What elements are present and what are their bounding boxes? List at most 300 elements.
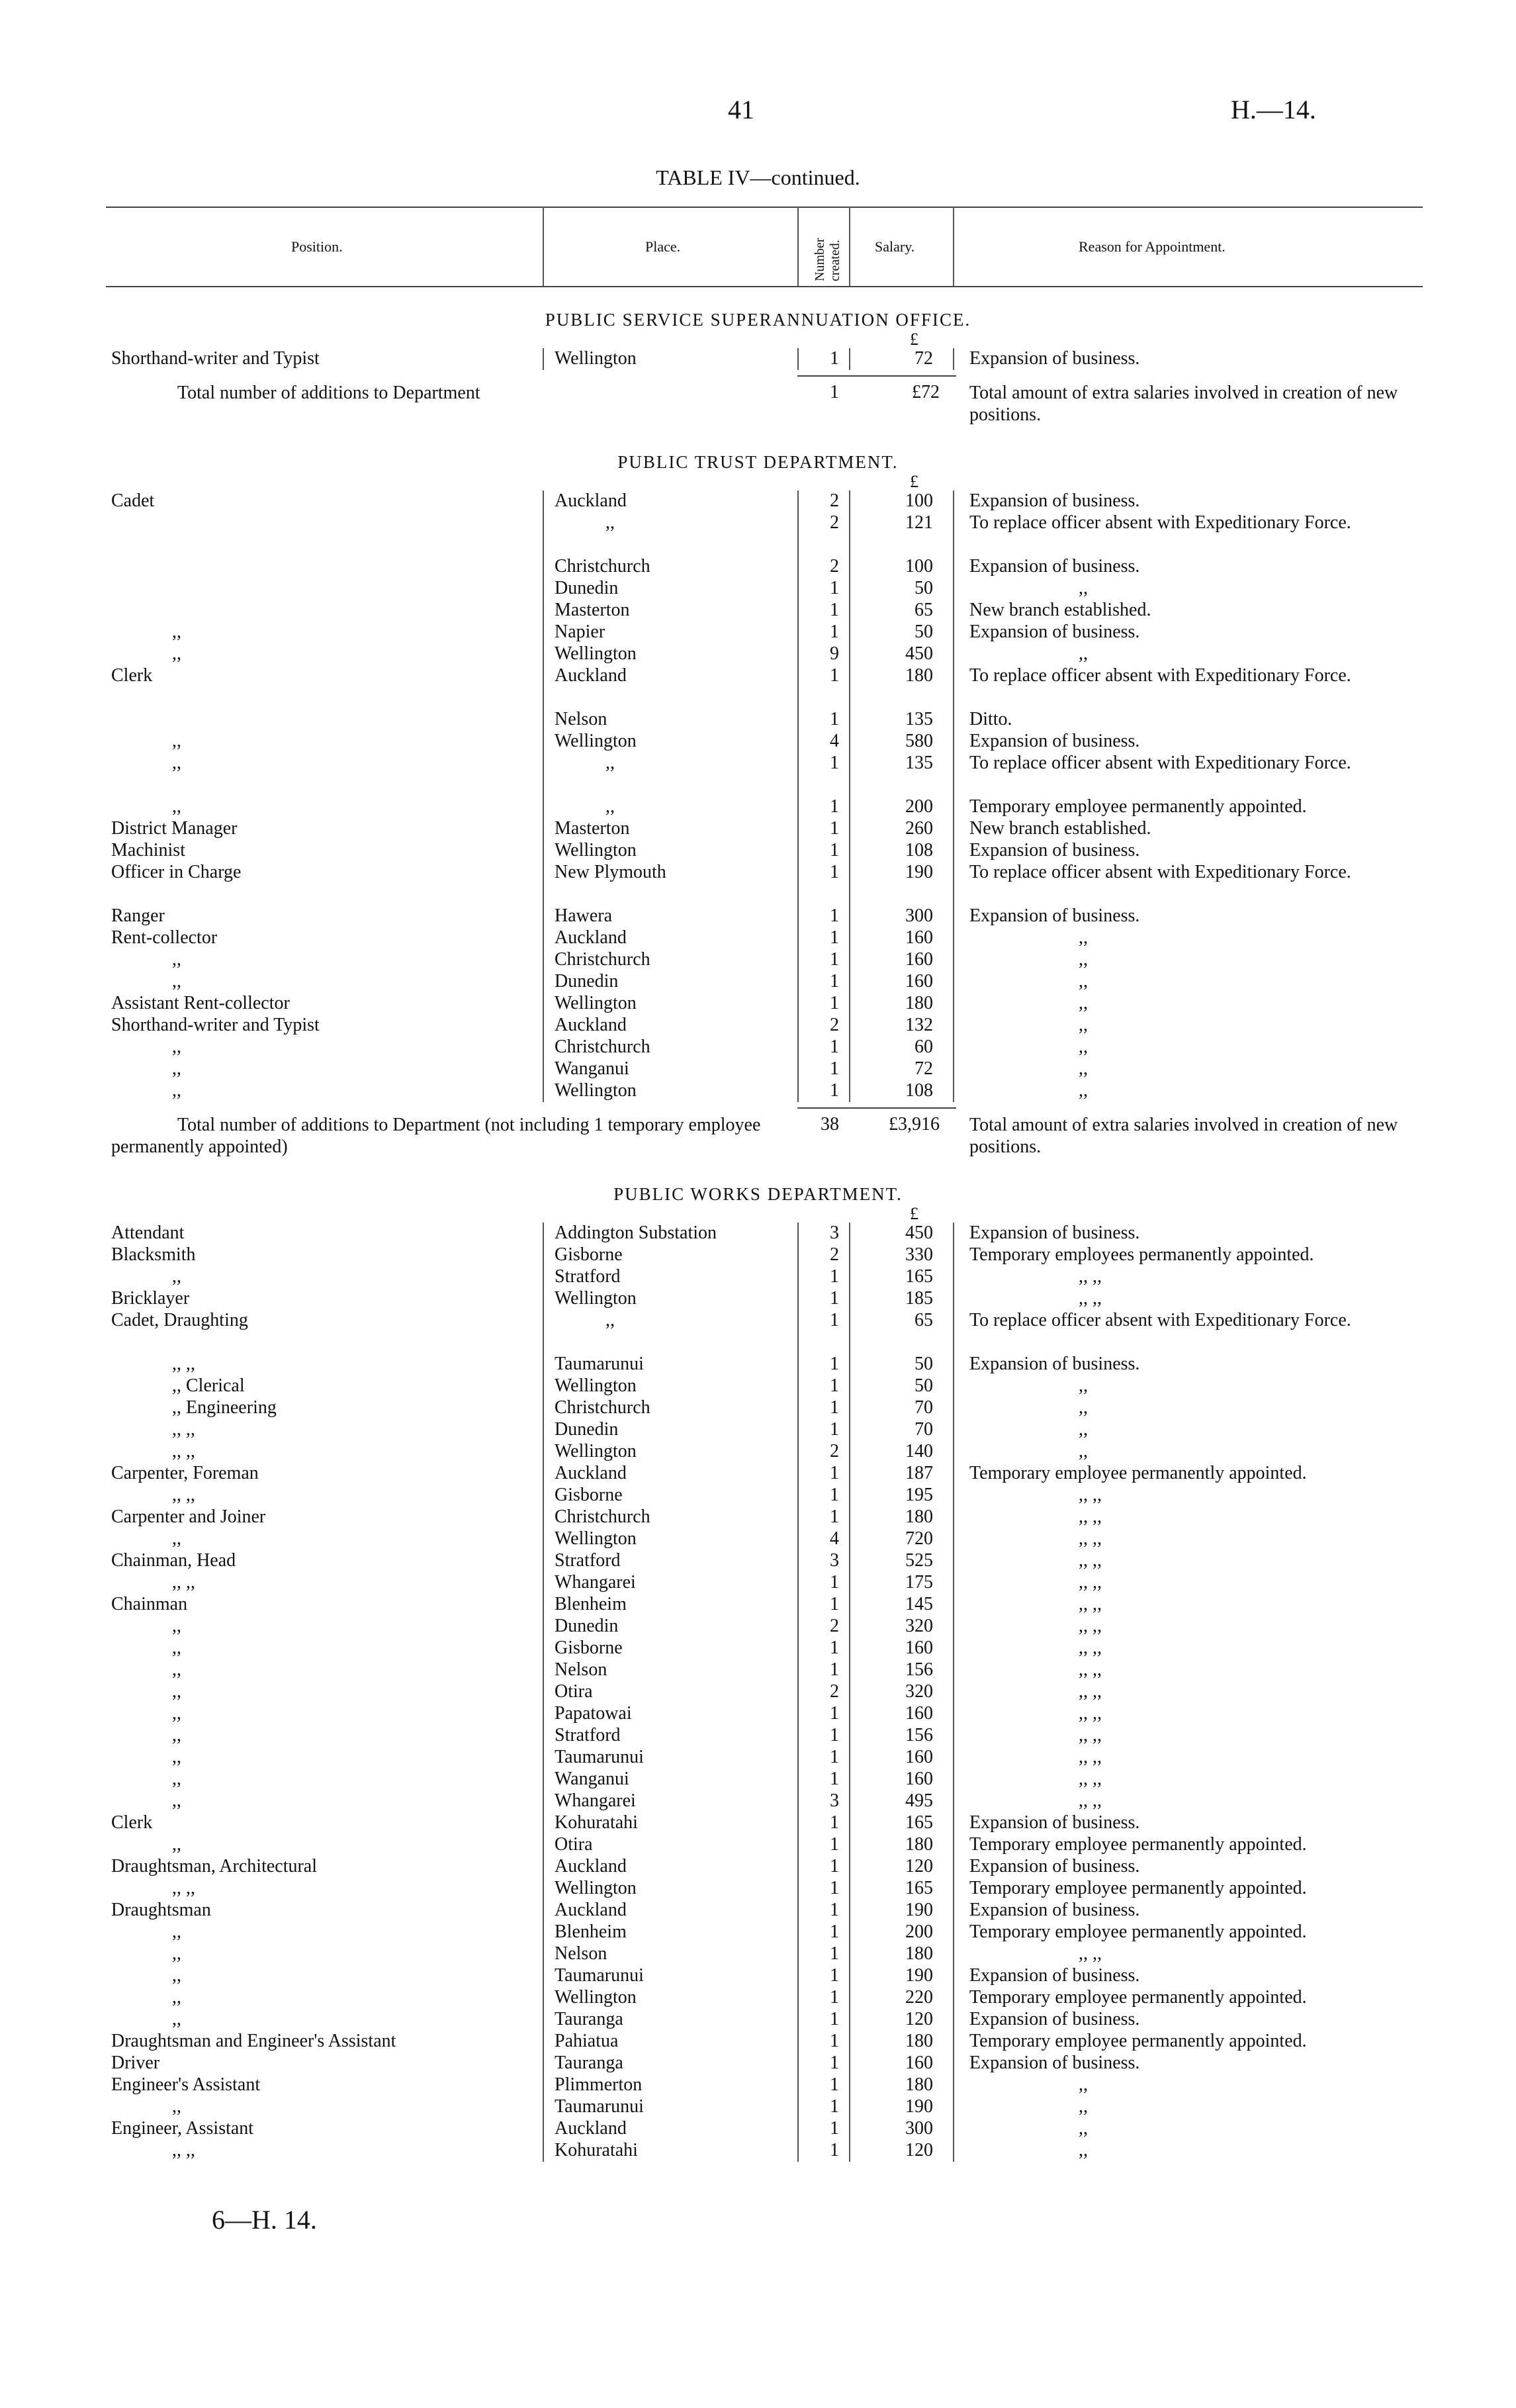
cell-place: Auckland [555,2118,627,2139]
table-row [0,1747,1516,1769]
cell-salary: 156 [905,1725,933,1745]
cell-salary: 195 [905,1485,933,1505]
cell-place: Otira [555,1681,593,1702]
cell-place: Addington Substation [555,1223,717,1243]
table-row [0,2031,1516,2053]
cell-salary: 140 [905,1441,933,1461]
table-row [0,490,1516,512]
cell-salary: 50 [914,622,933,642]
cell-reason: ,, ,, [1079,1288,1102,1309]
cell-position: ,, [172,1834,181,1855]
cell-position: ,, [172,1943,181,1964]
cell-position: Blacksmith [111,1244,196,1265]
table-row [0,1965,1516,1987]
cell-position: ,, [172,1725,181,1745]
cell-position: Cadet, Draughting [111,1310,248,1330]
cell-reason: Expansion of business. [969,1812,1140,1833]
cell-position: ,, [172,753,181,773]
cell-salary: 50 [914,578,933,598]
cell-number: 1 [830,1812,839,1833]
cell-number: 1 [830,1397,839,1418]
cell-place: Napier [555,622,605,642]
cell-place: Wellington [555,1288,637,1309]
cell-position: District Manager [111,818,238,839]
cell-position: ,, [172,1080,181,1101]
document-reference: H.—14. [1231,95,1316,124]
currency-mark: £ [910,1204,918,1223]
cell-reason: ,, [1079,1441,1088,1461]
cell-salary: 180 [905,993,933,1013]
cell-position: Engineer's Assistant [111,2074,261,2095]
header-divider [953,207,954,286]
cell-salary: 165 [905,1812,933,1833]
cell-salary: 720 [905,1528,933,1549]
cell-reason: New branch established. [969,600,1151,620]
cell-reason: Temporary employee permanently appointed. [969,1878,1307,1898]
cell-position: ,, [172,796,181,817]
total-label: Total number of additions to Department (not including 1 temporary employee permanently appointed) [111,1115,761,1157]
table-row [0,1638,1516,1659]
total-salary: £72 [912,382,940,402]
cell-reason: ,, [1079,1080,1088,1101]
table-row [0,1987,1516,2009]
cell-reason: To replace officer absent with Expeditionary Force. [969,665,1351,686]
table-row [0,1616,1516,1638]
cell-reason: ,, ,, [1079,1725,1102,1745]
cell-reason: ,, ,, [1079,1769,1102,1789]
cell-salary: 260 [905,818,933,839]
cell-position: ,, ,, [172,1485,195,1505]
cell-reason: To replace officer absent with Expeditionary Force. [969,1310,1351,1330]
table-row [0,818,1516,840]
cell-position: ,, [172,1616,181,1636]
table-row [0,2074,1516,2096]
cell-position: ,, [172,731,181,751]
cell-place: Dunedin [555,971,619,992]
cell-salary: 320 [905,1616,933,1636]
cell-number: 1 [830,2096,839,2117]
cell-reason: ,, ,, [1079,1594,1102,1614]
cell-number: 3 [830,1223,839,1243]
cell-place: Taumarunui [555,2096,644,2117]
cell-reason: ,, ,, [1079,1616,1102,1636]
cell-reason: Temporary employee permanently appointed. [969,1834,1307,1855]
cell-salary: 220 [905,1987,933,2008]
table-row [0,1878,1516,1900]
cell-place: Kohuratahi [555,1812,638,1833]
cell-position: Driver [111,2053,160,2073]
cell-position: Clerk [111,665,153,686]
cell-salary: 160 [905,1747,933,1767]
cell-position: ,, [172,2096,181,2117]
cell-number: 1 [830,927,839,948]
cell-reason: ,, [1079,643,1088,664]
table-row [0,1550,1516,1572]
cell-position: ,, Clerical [172,1375,245,1396]
cell-reason: Expansion of business. [969,840,1140,860]
table-row [0,1058,1516,1080]
table-row [0,512,1516,534]
cell-salary: 450 [905,1223,933,1243]
cell-position: Shorthand-writer and Typist [111,1015,320,1035]
cell-place: New Plymouth [555,862,666,882]
table-row [0,665,1516,687]
cell-number: 1 [830,709,839,729]
cell-reason: Expansion of business. [969,556,1140,577]
column-rule [543,1223,544,2162]
cell-number: 1 [830,1506,839,1527]
cell-number: 2 [830,1681,839,1702]
cell-place: Christchurch [555,1037,650,1057]
column-rule [543,490,544,1102]
cell-position: Draughtsman [111,1900,211,1920]
cell-number: 1 [830,1878,839,1898]
cell-place: Wellington [555,1375,637,1396]
cell-place: Auckland [555,1856,627,1876]
table-row [0,556,1516,578]
cell-reason: Expansion of business. [969,622,1140,642]
cell-number: 1 [830,796,839,817]
cell-position: ,, ,, [172,1878,195,1898]
column-rule [953,490,954,1102]
table-row [0,1375,1516,1397]
total-number: 38 [821,1114,839,1135]
cell-reason: ,, [1079,927,1088,948]
cell-place: Auckland [555,927,627,948]
cell-position: ,, [172,1703,181,1724]
cell-reason: New branch established. [969,818,1151,839]
column-rule [797,1223,799,2162]
table-row [0,1463,1516,1485]
table-row [0,840,1516,862]
header-bottom-rule [106,286,1423,287]
cell-number: 1 [830,2118,839,2139]
cell-salary: 160 [905,949,933,970]
cell-number: 1 [830,818,839,839]
cell-position: ,, [172,1987,181,2008]
cell-place: Pahiatua [555,2031,619,2051]
cell-position: Clerk [111,1812,153,1833]
cell-salary: 135 [905,753,933,773]
cell-place: Whangarei [555,1790,636,1811]
cell-reason: Expansion of business. [969,905,1140,926]
cell-number: 2 [830,1015,839,1035]
cell-place: Auckland [555,665,627,686]
table-row [0,348,1516,370]
table-row [0,578,1516,600]
cell-salary: 65 [914,1310,933,1330]
cell-position: ,, ,, [172,1441,195,1461]
cell-position: Chainman, Head [111,1550,236,1571]
cell-place: ,, [605,753,615,773]
cell-place: Wanganui [555,1058,629,1079]
table-row [0,993,1516,1015]
cell-reason: To replace officer absent with Expeditionary Force. [969,512,1351,533]
cell-number: 1 [830,1987,839,2008]
cell-reason: Expansion of business. [969,1965,1140,1986]
cell-salary: 50 [914,1354,933,1374]
cell-reason: ,, ,, [1079,1703,1102,1724]
table-row [0,796,1516,818]
cell-reason: Expansion of business. [969,1856,1140,1876]
cell-salary: 160 [905,1703,933,1724]
table-row [0,1681,1516,1703]
cell-number: 1 [830,600,839,620]
cell-number: 1 [830,1594,839,1614]
cell-place: Masterton [555,600,630,620]
table-row [0,1572,1516,1594]
cell-salary: 187 [905,1463,933,1483]
cell-place: Dunedin [555,578,619,598]
total-reason: Total amount of extra salaries involved in creation of new positions. [969,383,1398,425]
cell-reason: Temporary employee permanently appointed. [969,2031,1307,2051]
cell-reason: Expansion of business. [969,1354,1140,1374]
cell-reason: ,, ,, [1079,1550,1102,1571]
cell-place: Auckland [555,1900,627,1920]
cell-reason: ,, ,, [1079,1506,1102,1527]
cell-position: Bricklayer [111,1288,190,1309]
cell-number: 1 [830,1419,839,1440]
cell-salary: 190 [905,1965,933,1986]
cell-position: ,, [172,643,181,664]
table-row [0,1037,1516,1058]
cell-position: Engineer, Assistant [111,2118,254,2139]
cell-number: 3 [830,1790,839,1811]
cell-position: ,, [172,949,181,970]
cell-place: Wellington [555,1080,637,1101]
cell-number: 1 [830,949,839,970]
cell-place: Stratford [555,1550,621,1571]
cell-reason: ,, ,, [1079,1528,1102,1549]
table-row [0,1223,1516,1244]
table-row [0,622,1516,643]
cell-salary: 190 [905,2096,933,2117]
cell-reason: ,, [1079,993,1088,1013]
cell-position: Carpenter, Foreman [111,1463,259,1483]
cell-reason: ,, [1079,1015,1088,1035]
cell-reason: Temporary employee permanently appointed. [969,796,1307,817]
section-title: PUBLIC WORKS DEPARTMENT. [613,1184,903,1204]
cell-place: Tauranga [555,2009,623,2029]
cell-number: 1 [830,905,839,926]
cell-salary: 185 [905,1288,933,1309]
cell-position: ,, Engineering [172,1397,277,1418]
table-row [0,1659,1516,1681]
cell-position: ,, [172,1638,181,1658]
cell-reason: Expansion of business. [969,1900,1140,1920]
cell-reason: ,, [1079,2118,1088,2139]
cell-place: Nelson [555,709,607,729]
cell-reason: ,, [1079,949,1088,970]
cell-position: Ranger [111,905,165,926]
table-row [0,1244,1516,1266]
cell-place: Nelson [555,1659,607,1680]
cell-position: ,, [172,1528,181,1549]
table-row [0,1790,1516,1812]
cell-salary: 120 [905,2140,933,2160]
cell-position: ,, ,, [172,1572,195,1593]
cell-place: Taumarunui [555,1965,644,1986]
cell-number: 1 [830,1463,839,1483]
table-row [0,1506,1516,1528]
cell-reason: ,, [1079,2140,1088,2160]
table-row [0,1943,1516,1965]
cell-salary: 190 [905,1900,933,1920]
cell-number: 1 [830,1834,839,1855]
header-divider [543,207,544,286]
cell-reason: Temporary employee permanently appointed. [969,1922,1307,1942]
cell-salary: 72 [914,1058,933,1079]
cell-number: 1 [830,1375,839,1396]
cell-number: 1 [830,1769,839,1789]
column-header-reason: Reason for Appointment. [1079,238,1226,255]
cell-reason: Expansion of business. [969,348,1140,369]
cell-place: ,, [605,1310,615,1330]
table-row [0,1015,1516,1037]
cell-place: Christchurch [555,1506,650,1527]
cell-reason: ,, ,, [1079,1790,1102,1811]
cell-place: Taumarunui [555,1747,644,1767]
cell-salary: 175 [905,1572,933,1593]
cell-place: Christchurch [555,556,650,577]
cell-number: 1 [830,1856,839,1876]
cell-reason: ,, [1079,1037,1088,1057]
cell-place: Gisborne [555,1244,623,1265]
column-header-position: Position. [291,238,343,255]
table-row [0,1288,1516,1310]
cell-position: Rent-collector [111,927,218,948]
table-row [0,600,1516,622]
table-row [0,2009,1516,2031]
cell-place: Wellington [555,731,637,751]
cell-position: Assistant Rent-collector [111,993,290,1013]
cell-position: ,, [172,1659,181,1680]
total-rule [797,375,956,377]
cell-number: 1 [830,1572,839,1593]
cell-reason: ,, ,, [1079,1659,1102,1680]
cell-number: 1 [830,1037,839,1057]
cell-salary: 330 [905,1244,933,1265]
cell-place: Wellington [555,1878,637,1898]
cell-reason: Temporary employees permanently appointed. [969,1244,1314,1265]
cell-salary: 160 [905,927,933,948]
table-row [0,2140,1516,2162]
cell-reason: Expansion of business. [969,2053,1140,2073]
table-row [0,1856,1516,1878]
cell-place: Blenheim [555,1594,627,1614]
table-row [0,1354,1516,1375]
cell-place: Hawera [555,905,613,926]
cell-place: Kohuratahi [555,2140,638,2160]
column-rule [849,490,850,1102]
table-row [0,927,1516,949]
header-top-rule [106,207,1423,208]
cell-salary: 180 [905,665,933,686]
cell-number: 2 [830,512,839,533]
cell-salary: 200 [905,1922,933,1942]
cell-salary: 100 [905,490,933,511]
cell-place: Wanganui [555,1769,629,1789]
cell-reason: Expansion of business. [969,490,1140,511]
cell-position: ,, [172,1790,181,1811]
table-row [0,643,1516,665]
cell-position: Carpenter and Joiner [111,1506,266,1527]
cell-reason: Expansion of business. [969,731,1140,751]
cell-place: Dunedin [555,1616,619,1636]
cell-number: 1 [830,578,839,598]
cell-position: ,, [172,1058,181,1079]
cell-number: 1 [830,862,839,882]
cell-reason: Expansion of business. [969,2009,1140,2029]
cell-place: Wellington [555,840,637,860]
cell-salary: 108 [905,1080,933,1101]
cell-place: Tauranga [555,2053,623,2073]
cell-number: 4 [830,1528,839,1549]
cell-salary: 165 [905,1266,933,1287]
table-row [0,905,1516,927]
currency-mark: £ [910,472,918,491]
table-row [0,2053,1516,2074]
cell-place: ,, [605,512,615,533]
header-divider [797,207,799,286]
cell-place: Otira [555,1834,593,1855]
table-row [0,1834,1516,1856]
cell-position: Draughtsman and Engineer's Assistant [111,2031,396,2051]
page-number: 41 [728,95,754,124]
cell-number: 1 [830,665,839,686]
table-row [0,1703,1516,1725]
cell-position: ,, [172,1922,181,1942]
cell-salary: 165 [905,1878,933,1898]
cell-number: 1 [830,1080,839,1101]
table-row [0,731,1516,753]
table-row [0,949,1516,971]
cell-number: 9 [830,643,839,664]
cell-salary: 160 [905,1769,933,1789]
cell-place: Blenheim [555,1922,627,1942]
cell-place: Nelson [555,1943,607,1964]
cell-salary: 135 [905,709,933,729]
total-number: 1 [830,382,839,402]
cell-place: Plimmerton [555,2074,643,2095]
cell-reason: ,, [1079,971,1088,992]
cell-reason: Temporary employee permanently appointed. [969,1987,1307,2008]
table-row [0,1441,1516,1463]
cell-number: 1 [830,971,839,992]
cell-salary: 200 [905,796,933,817]
cell-salary: 60 [914,1037,933,1057]
cell-salary: 320 [905,1681,933,1702]
cell-reason: ,, [1079,1375,1088,1396]
column-header-place: Place. [645,238,681,255]
cell-place: Christchurch [555,949,650,970]
cell-salary: 180 [905,2031,933,2051]
column-rule [797,348,799,370]
column-rule [953,1223,954,2162]
cell-place: Masterton [555,818,630,839]
column-rule [543,348,544,370]
table-row [0,2118,1516,2140]
cell-number: 1 [830,1058,839,1079]
table-row [0,1266,1516,1288]
cell-position: ,, [172,1681,181,1702]
cell-number: 1 [830,1659,839,1680]
cell-position: Officer in Charge [111,862,242,882]
cell-salary: 300 [905,2118,933,2139]
cell-place: Wellington [555,348,637,369]
cell-number: 2 [830,1244,839,1265]
cell-position: Chainman [111,1594,188,1614]
